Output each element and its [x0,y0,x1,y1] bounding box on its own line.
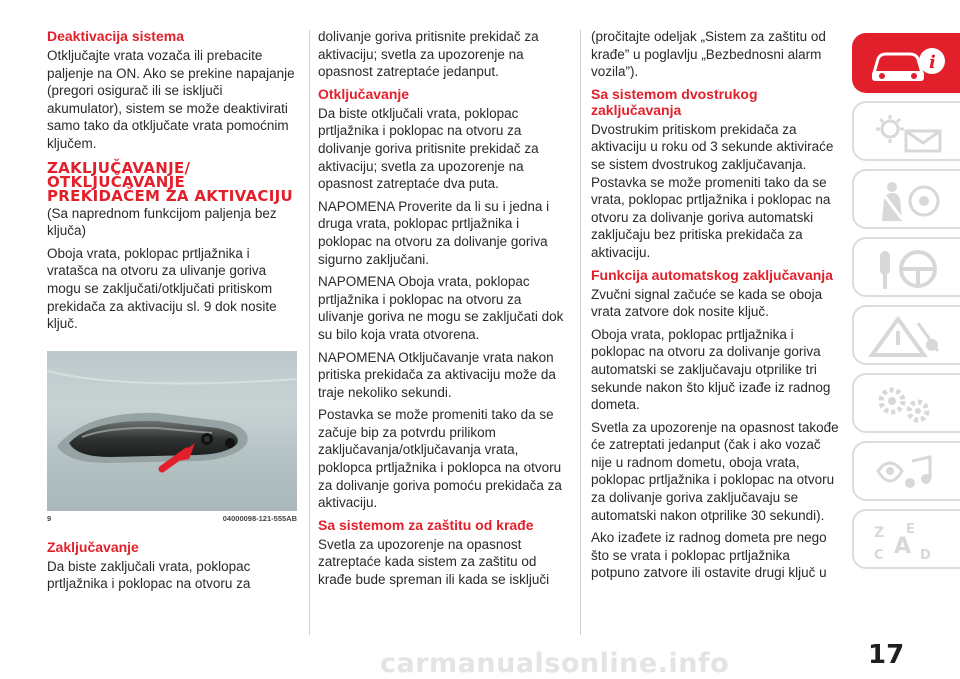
column-divider-1 [309,30,310,635]
tab-warning-lights[interactable] [852,101,960,161]
paragraph-double-lock: Dvostrukim pritiskom prekidača za aktivaciju u roku od 3 sekunde aktiviraće se sistem dvostrukog zaključavanja. Postavka se može promeniti tako da se vrata, poklopac prtljažnika i poklopac na otvoru za dolivanje goriva automatski zaključaju bez pritiska prekidača za aktivaciju. [591,121,834,260]
svg-text:D: D [920,548,931,563]
gears-service-icon [868,383,948,427]
section-title: ZAKLJUČAVANJE/ OTKLJUČAVANJE PREKIDAČEM ZA AKTIVACIJU [47,158,293,205]
door-handle-illustration [47,351,297,511]
music-nav-icon [868,451,948,495]
paragraph-auto-2: Oboja vrata, poklopac prtljažnika i poklopac na otvoru za dolivanje goriva automatski se zaključavaju otprilike tri sekunde nakon što ključ izađe iz radnog dometa. [591,326,831,413]
heading-unlock: Otključavanje [318,85,410,102]
column-2 [318,28,568,594]
paragraph-beep: Postavka se može promeniti tako da se začuje bip za potvrdu prilikom zaključavanja/otključavanja vrata, poklopca prtljažnika i poklopca na otvoru za dolivanje goriva pomoću prekidača za aktivaciju. [318,407,562,511]
column-divider-2 [580,30,581,635]
paragraph-unlock: Da biste otključali vrata, poklopac prtljažnika i poklopac na otvoru za dolivanje goriva pritisnite prekidač za aktivaciju; svetla za upozorenje na opasnost zatreptaće dva puta. [318,105,539,192]
svg-text:C: C [874,548,884,563]
paragraph-auto-4: Ako izađete iz radnog dometa pre nego što se vrata i poklopac prtljažnika potpuno zatvore ili ostavite drugi ključ u [591,530,827,581]
heading-lock: Zaključavanje [47,538,139,555]
heading-deactivation: Deaktivacija sistema [47,28,184,44]
note-3: NAPOMENA Otključavanje vrata nakon pritiska prekidača za aktivaciju može da traje nekoliko sekundi. [318,349,556,400]
figure-number: 9 [47,513,52,523]
paragraph-auto-1: Zvučni signal začuće se kada se oboja vrata zatvore dok nosite ključ. [591,286,823,320]
paragraph-deactivation: Otključajte vrata vozača ili prebacite paljenje na ON. Ako se prekine napajanje (pregori osigurač ili se isključi akumulator), sistem se može deaktivirati samo tako da otključate vrata pomoćnim ključem. [47,48,295,151]
tab-multimedia[interactable] [852,441,960,501]
column-1 [47,28,297,598]
note-2: NAPOMENA Oboja vrata, poklopac prtljažnika i poklopac na otvoru za ulivanje goriva ne mogu se zaključati dok su bilo koja vrata otvorena. [318,274,564,342]
figure-caption [47,514,297,523]
paragraph-continued: dolivanje goriva pritisnite prekidač za aktivaciju; svetla za upozorenje na opasnost zatreptaće jedanput. [318,29,539,80]
heading-theft: Sa sistemom za zaštitu od krađe [318,516,534,533]
car-info-icon [868,43,948,87]
paragraph-doors: Oboja vrata, poklopac prtljažnika i vratašca na otvoru za ulivanje goriva mogu se zaključati/otključati pritiskom prekidača za aktivaciju sl. 9 dok nosite ključ. [47,245,277,332]
tab-maintenance[interactable] [852,373,960,433]
alphabet-index-icon [868,519,948,563]
warning-lights-icon [868,111,948,155]
tab-index[interactable] [852,509,960,569]
paragraph-continued-3: (pročitajte odeljak „Sistem za zaštitu od krađe” u poglavlju „Bezbednosni alarm vozila”). [591,29,826,80]
column-3 [591,28,841,587]
svg-text:A: A [894,534,912,559]
tab-starting-driving[interactable] [852,237,960,297]
heading-double-lock: Sa sistemom dvostrukog zaključavanja [591,85,758,118]
tab-car-info[interactable] [852,33,960,93]
note-1: NAPOMENA Proverite da li su i jedna i druga vrata, poklopac prtljažnika i poklopac na otvoru za dolivanje goriva sigurno zaključani. [318,198,550,267]
paragraph-theft: Svetla za upozorenje na opasnost zatreptaće kada sistem za zaštitu od krađe bude spreman ili kada se isključi [318,536,550,588]
heading-auto-lock: Funkcija automatskog zaključavanja [591,266,833,283]
tab-emergency[interactable] [852,305,960,365]
door-handle-figure [47,351,297,511]
paragraph-intro: (Sa naprednom funkcijom paljenja bez ključa) [47,205,277,239]
figure-code: 04000098-121-555AB [222,513,297,523]
chapter-sidebar [852,33,960,577]
svg-text:i: i [929,52,936,73]
tab-safety[interactable] [852,169,960,229]
paragraph-lock: Da biste zaključali vrata, poklopac prtljažnika i poklopac na otvoru za [47,558,251,592]
svg-text:E: E [906,522,915,537]
svg-text:Z: Z [874,525,885,541]
paragraph-auto-3: Svetla za upozorenje na opasnost takođe će zatreptati jedanput (čak i ako vozač nije u radnom dometu, oboja vrata, poklopac prtljažnika i poklopac na otvoru za dolivanje goriva zaključavaju se automatski nakon otprilike 30 sekundi). [591,419,839,523]
watermark: carmanualsonline.info [380,648,730,679]
key-steering-icon [868,247,948,291]
hazard-triangle-icon [868,315,948,359]
seatbelt-airbag-icon [868,179,948,223]
page-number: 17 [868,640,905,670]
